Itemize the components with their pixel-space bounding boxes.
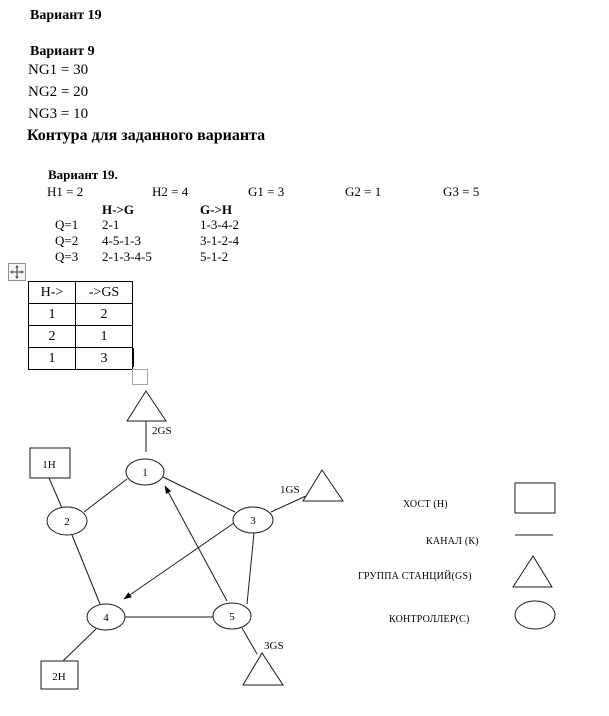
table-header-h: H-> (29, 282, 76, 304)
param-g3: G3 = 5 (443, 184, 480, 199)
param-g1: G1 = 3 (248, 184, 285, 199)
channel-node3-node5[interactable] (247, 533, 254, 604)
station-group-3gs-triangle[interactable] (243, 653, 283, 685)
station-group-1gs-label: 1GS (280, 484, 300, 496)
param-h1: H1 = 2 (47, 184, 84, 199)
route-q3-label: Q=3 (55, 249, 79, 264)
channel-node2-node4[interactable] (72, 535, 100, 604)
doc-title: Вариант 19 (30, 8, 102, 23)
arrow-node3-node4[interactable] (124, 523, 234, 599)
routes-header-gh: G->H (200, 202, 232, 217)
legend-host-label: ХОСТ (Н) (403, 499, 448, 510)
route-q3-gh: 5-1-2 (200, 249, 229, 264)
table-header-gs: ->GS (76, 282, 133, 304)
channel-node3-1gs[interactable] (271, 496, 306, 512)
legend-group-symbol (513, 556, 552, 587)
route-q1-gh: 1-3-4-2 (200, 217, 239, 232)
station-group-3gs-label: 3GS (264, 640, 284, 652)
param-h2: H2 = 4 (152, 184, 189, 199)
route-q1-hg: 2-1 (102, 217, 120, 232)
channel-1h-node2[interactable] (49, 478, 62, 508)
station-group-2gs-triangle[interactable] (127, 391, 166, 421)
host-1h-label: 1H (42, 459, 56, 471)
table-cell: 1 (29, 348, 76, 370)
station-group-2gs-label: 2GS (152, 425, 172, 437)
route-q2-hg: 4-5-1-3 (102, 233, 141, 248)
table-cell: 1 (76, 326, 133, 348)
controller-4-label: 4 (103, 612, 109, 624)
ng2-line: NG2 = 20 (28, 84, 89, 100)
ng3-line: NG3 = 10 (28, 106, 89, 122)
param-g2: G2 = 1 (345, 184, 382, 199)
routes-header-hg: H->G (102, 202, 134, 217)
route-q1-label: Q=1 (55, 217, 79, 232)
route-q2-label: Q=2 (55, 233, 79, 248)
ng1-line: NG1 = 30 (28, 62, 89, 78)
section-heading: Контура для заданного варианта (27, 127, 266, 144)
doc-subtitle: Вариант 9 (30, 44, 95, 59)
legend-channel-label: КАНАЛ (К) (426, 536, 479, 547)
table-cell: 3 (76, 348, 133, 370)
channel-node1-node2[interactable] (84, 479, 127, 512)
channel-node5-3gs[interactable] (242, 628, 257, 654)
table-cell: 1 (29, 304, 76, 326)
route-q3-hg: 2-1-3-4-5 (102, 249, 152, 264)
controller-5-label: 5 (229, 611, 235, 623)
controller-2-label: 2 (64, 516, 70, 528)
legend-controller-label: КОНТРОЛЛЕР(С) (389, 614, 470, 625)
controller-1-label: 1 (142, 467, 148, 479)
channel-node4-2h[interactable] (63, 629, 96, 661)
legend-host-symbol (515, 483, 555, 513)
channel-node1-node3[interactable] (163, 477, 235, 512)
variant-heading: Вариант 19. (48, 167, 118, 182)
station-group-1gs-triangle[interactable] (303, 470, 343, 501)
table-cell: 2 (29, 326, 76, 348)
route-q2-gh: 3-1-2-4 (200, 233, 239, 248)
legend-controller-symbol (515, 601, 555, 629)
table-cell: 2 (76, 304, 133, 326)
controller-3-label: 3 (250, 515, 256, 527)
legend-group-label: ГРУППА СТАНЦИЙ(GS) (358, 571, 472, 582)
host-2h-label: 2H (52, 671, 66, 683)
